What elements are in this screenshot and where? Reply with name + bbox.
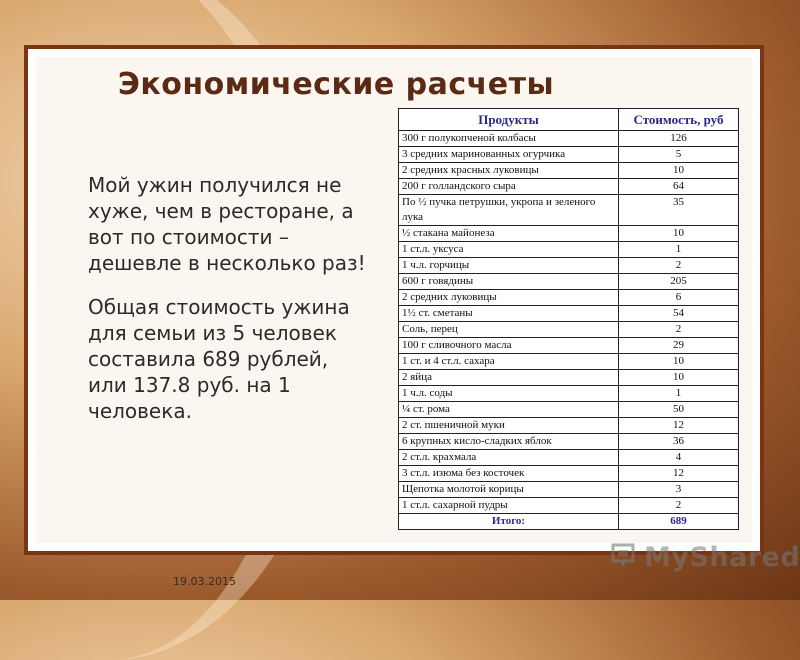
paragraph-cost: Общая стоимость ужина для семьи из 5 человек составила 689 рублей, или 137.8 руб. на 1 человека.: [88, 295, 350, 423]
table-row: [399, 274, 739, 290]
table-row: [399, 226, 739, 242]
slide-content: [36, 57, 752, 543]
product-cell: 1½ ст. сметаны: [399, 306, 619, 322]
slide-title: Экономические расчеты: [117, 67, 555, 102]
cost-cell: 1: [619, 242, 739, 258]
table-row: [399, 322, 739, 338]
product-cell: 2 средних луковицы: [399, 290, 619, 306]
logo-text: MyShared: [644, 542, 800, 573]
table-row: [399, 179, 739, 195]
cost-cell: 2: [619, 322, 739, 338]
table-row: [399, 163, 739, 179]
cost-table: [398, 108, 739, 530]
cost-cell: 54: [619, 306, 739, 322]
table-row: [399, 434, 739, 450]
product-cell: По ½ пучка петрушки, укропа и зеленого лука: [399, 195, 619, 226]
total-value: 689: [619, 514, 739, 530]
table-row: [399, 306, 739, 322]
table-row: [399, 290, 739, 306]
product-cell: 2 средних красных луковицы: [399, 163, 619, 179]
cost-cell: 3: [619, 482, 739, 498]
table-row: [399, 131, 739, 147]
slide-date: 19.03.2015: [173, 575, 236, 588]
table-row: [399, 402, 739, 418]
slide-frame: [24, 45, 764, 555]
product-cell: ¼ ст. рома: [399, 402, 619, 418]
table-row: [399, 370, 739, 386]
header-products: Продукты: [399, 109, 619, 131]
table-row: [399, 466, 739, 482]
product-cell: 200 г голландского сыра: [399, 179, 619, 195]
product-cell: 1 ст. и 4 ст.л. сахара: [399, 354, 619, 370]
product-cell: 2 ст.л. крахмала: [399, 450, 619, 466]
product-cell: ½ стакана майонеза: [399, 226, 619, 242]
cost-cell: 10: [619, 370, 739, 386]
cost-cell: 12: [619, 466, 739, 482]
product-cell: 1 ст.л. сахарной пудры: [399, 498, 619, 514]
table-row: [399, 482, 739, 498]
slide-text: [88, 172, 368, 442]
cost-cell: 29: [619, 338, 739, 354]
product-cell: 300 г полукопченой колбасы: [399, 131, 619, 147]
cost-cell: 50: [619, 402, 739, 418]
product-cell: 600 г говядины: [399, 274, 619, 290]
product-cell: 1 ч.л. горчицы: [399, 258, 619, 274]
cost-cell: 10: [619, 226, 739, 242]
cost-cell: 36: [619, 434, 739, 450]
table-row: [399, 386, 739, 402]
header-cost: Стоимость, руб: [619, 109, 739, 131]
cost-cell: 5: [619, 147, 739, 163]
cost-cell: 2: [619, 498, 739, 514]
cost-cell: 10: [619, 354, 739, 370]
paragraph-dinner: Мой ужин получился не хуже, чем в ресторане, а вот по стоимости – дешевле в несколько раз!: [88, 173, 366, 275]
table-row: [399, 147, 739, 163]
cost-cell: 6: [619, 290, 739, 306]
product-cell: 100 г сливочного масла: [399, 338, 619, 354]
product-cell: Соль, перец: [399, 322, 619, 338]
product-cell: 3 средних маринованных огурчика: [399, 147, 619, 163]
total-row: [399, 514, 739, 530]
product-cell: 6 крупных кисло-сладких яблок: [399, 434, 619, 450]
product-cell: 1 ч.л. соды: [399, 386, 619, 402]
product-cell: 3 ст.л. изюма без косточек: [399, 466, 619, 482]
product-cell: 1 ст.л. уксуса: [399, 242, 619, 258]
cost-cell: 205: [619, 274, 739, 290]
table-row: [399, 418, 739, 434]
cost-cell: 4: [619, 450, 739, 466]
cost-cell: 64: [619, 179, 739, 195]
table-row: [399, 498, 739, 514]
logo-icon: [610, 540, 638, 568]
product-cell: 2 яйца: [399, 370, 619, 386]
product-cell: 2 ст. пшеничной муки: [399, 418, 619, 434]
cost-cell: 126: [619, 131, 739, 147]
table-row: [399, 242, 739, 258]
table-header-row: [399, 109, 739, 131]
table-row: [399, 258, 739, 274]
cost-cell: 10: [619, 163, 739, 179]
table-row: [399, 354, 739, 370]
cost-cell: 35: [619, 195, 739, 226]
total-label: Итого:: [399, 514, 619, 530]
cost-cell: 1: [619, 386, 739, 402]
table-row: [399, 338, 739, 354]
myshared-logo: [610, 538, 800, 574]
cost-cell: 12: [619, 418, 739, 434]
product-cell: Щепотка молотой корицы: [399, 482, 619, 498]
cost-cell: 2: [619, 258, 739, 274]
table-row: [399, 450, 739, 466]
table-row: [399, 195, 739, 226]
